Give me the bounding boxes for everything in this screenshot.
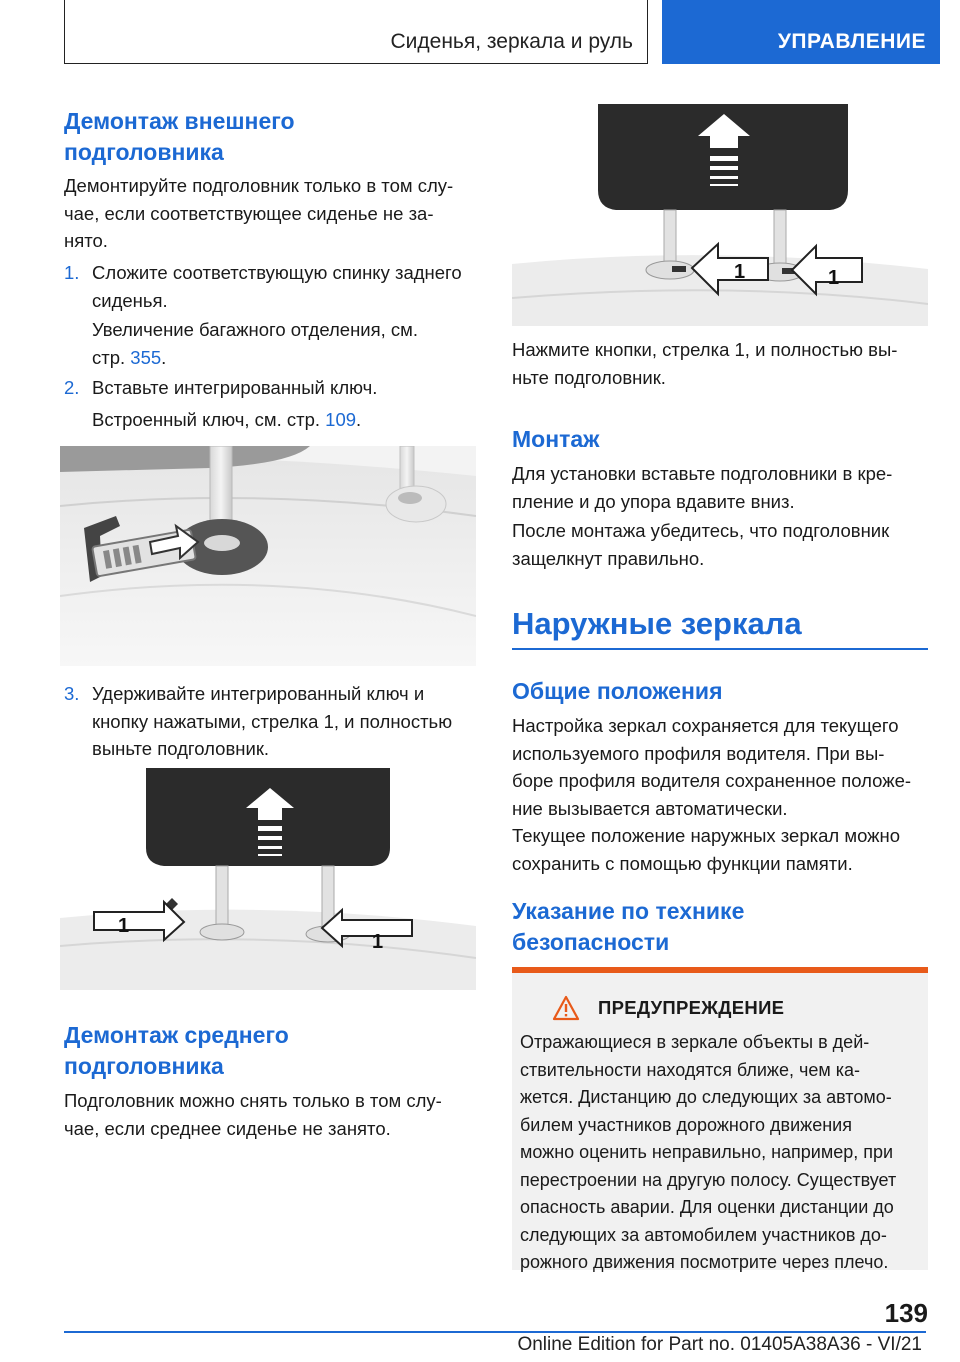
step-3 (64, 680, 494, 764)
text-line: чае, если соответствующее сиденье не за- (64, 202, 434, 224)
step-2 (64, 374, 494, 404)
text-line: ствительности находятся ближе, чем ка- (520, 1059, 861, 1080)
general-paragraph-2 (512, 822, 932, 877)
step-1 (64, 259, 494, 319)
section-divider (512, 648, 928, 650)
warning-title: ПРЕДУПРЕЖДЕНИЕ (598, 997, 785, 1018)
page-number: 139 (884, 1298, 928, 1328)
text-line: выньте подголовник. (92, 738, 270, 759)
text-line: Удерживайте интегрированный ключ и (92, 683, 425, 704)
text-line: билем участников дорожного движения (520, 1114, 852, 1135)
middle-headrest-paragraph (64, 1087, 484, 1142)
intro-paragraph (64, 172, 484, 255)
arrow-label: 1 (734, 261, 746, 283)
general-paragraph-1 (512, 712, 932, 822)
text-line: можно оценить неправильно, например, при (520, 1142, 894, 1162)
page-link-109[interactable]: 109 (325, 409, 357, 430)
section-label: УПРАВЛЕНИЕ (777, 30, 926, 53)
heading-remove-outer-headrest (64, 106, 295, 168)
heading-exterior-mirrors: Наружные зеркала (512, 606, 802, 641)
text-line: перестроении на другую полосу. Существует (520, 1169, 897, 1190)
text-line: Вставьте интегрированный ключ. (92, 377, 378, 398)
text-line: Нажмите кнопки, стрелка 1, и полностью вы- (512, 339, 898, 360)
heading-line: безопасности (512, 929, 670, 955)
text-line: боре профиля водителя сохраненное положе- (512, 770, 912, 791)
arrow-label: 1 (372, 931, 384, 953)
step-1-note (92, 316, 492, 371)
text-line: жется. Дистанцию до следующих за автомо- (520, 1087, 892, 1107)
note-suffix: . (356, 409, 362, 430)
note-prefix: Встроенный ключ, см. стр. (92, 409, 326, 430)
text-line: Увеличение багажного отделения, см. (92, 319, 419, 340)
text-line: защелкнут правильно. (512, 547, 705, 569)
text-line: нято. (64, 230, 108, 251)
heading-line: Демонтаж среднего (64, 1022, 289, 1048)
heading-line: подголовника (64, 139, 224, 165)
figure-headrest-buttons (512, 104, 928, 326)
step-number: 2. (64, 377, 80, 398)
arrow-label: 1 (828, 267, 840, 289)
text-line: Настройка зеркал сохраняется для текущего (512, 715, 899, 736)
figure-key-insertion (60, 446, 476, 666)
text-line: Подголовник можно снять только в том слу- (64, 1090, 442, 1111)
text-line: Сложите соответствующую спинку заднего (92, 262, 462, 283)
text-line: Отражающиеся в зеркале объекты в дей- (520, 1032, 870, 1052)
arrow-label: 1 (118, 915, 130, 937)
heading-line: Указание по технике (512, 898, 745, 924)
step-2-note (92, 406, 492, 434)
text-line: рожного движения посмотрите через плечо. (520, 1252, 889, 1272)
text-line: следующих за автомобилем участников до- (520, 1224, 887, 1245)
header-chapter-box (64, 0, 648, 64)
mounting-paragraph-2 (512, 517, 932, 572)
heading-mounting: Монтаж (512, 426, 600, 452)
text-line: используемого профиля водителя. При вы- (512, 742, 885, 764)
outer-headrest-illustration (60, 768, 476, 990)
text-line: сиденья. (92, 289, 168, 311)
text-line: После монтажа убедитесь, что подголовник (512, 520, 890, 541)
warning-box (512, 967, 928, 1270)
footer-divider (64, 1331, 926, 1333)
text-line: сохранить с помощью функции памяти. (512, 852, 853, 874)
text-line: Текущее положение наружных зеркал можно (512, 825, 901, 846)
heading-line: подголовника (64, 1053, 224, 1079)
key-insertion-illustration (60, 446, 476, 666)
text-line: Демонтируйте подголовник только в том слу- (64, 175, 454, 196)
text-line: ние вызывается автоматически. (512, 797, 788, 819)
edition-text: Online Edition for Part no. 01405A38A36 - VI/21 (517, 1334, 922, 1355)
text-line: пление и до упора вдавите вниз. (512, 490, 795, 512)
warning-text (520, 1029, 924, 1277)
text-line: опасность аварии. Для оценки дистанции до (520, 1197, 894, 1217)
step-number: 1. (64, 262, 80, 283)
note-suffix: . (161, 346, 167, 368)
header-section-tab[interactable] (662, 0, 940, 64)
text-line: кнопку нажатыми, стрелка 1, и полностью (92, 710, 453, 732)
heading-line: Демонтаж внешнего (64, 108, 295, 134)
chapter-title: Сиденья, зеркала и руль (390, 30, 633, 53)
note-prefix: стр. (92, 346, 131, 368)
page-link-355[interactable]: 355 (130, 346, 162, 368)
text-line: Для установки вставьте подголовники в кре- (512, 463, 893, 484)
mounting-paragraph-1 (512, 460, 932, 515)
text-line (92, 344, 492, 372)
heading-remove-middle-headrest (64, 1020, 289, 1082)
heading-general: Общие положения (512, 678, 723, 704)
heading-safety-note (512, 896, 744, 958)
text-line: ньте подголовник. (512, 366, 666, 388)
figure-caption (512, 336, 932, 391)
text-line: чае, если среднее сиденье не занято. (64, 1117, 391, 1139)
figure-outer-headrest-removal (60, 768, 476, 990)
warning-triangle-icon (552, 995, 580, 1021)
headrest-buttons-illustration (512, 104, 928, 326)
step-number: 3. (64, 683, 80, 704)
